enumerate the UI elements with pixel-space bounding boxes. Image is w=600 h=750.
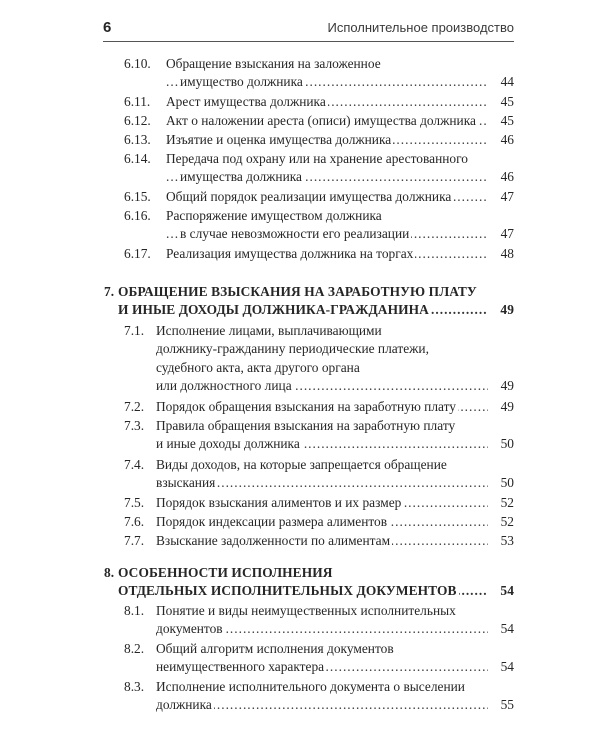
running-title: Исполнительное производство [327,20,514,35]
page-ref: 49 [498,301,514,319]
chapter-title: ОБРАЩЕНИЕ ВЗЫСКАНИЯ НА ЗАРАБОТНУЮ ПЛАТУ [118,284,477,299]
entry-number: 7.2. [124,399,145,414]
page-ref: 54 [498,582,514,600]
entry-number: 7.1. [124,323,145,338]
entry-number: 6.13. [124,132,151,147]
entry-title: Общий порядок реализации имущества должника [166,189,452,204]
entry-title: или должностного лица [156,377,292,393]
page-ref: 46 [499,131,514,149]
entry-title: должнику-гражданину периодические платежи, [156,341,429,357]
entry-title: Правила обращения взыскания на заработную плату [156,418,456,433]
page-ref: 48 [499,245,514,263]
page-ref: 50 [499,474,514,492]
entry-number: 7.4. [124,457,145,472]
entry-title: имущество должника [180,74,303,90]
entry-number: 7.7. [124,533,145,548]
entry-title: и иные доходы должника [156,436,300,452]
page-number: 6 [103,19,112,36]
entry-number: 8.3. [124,679,145,694]
entry-number: 6.16. [124,208,151,223]
chapter-number: 7. [104,284,115,299]
entry-title: Арест имущества должника [166,94,326,109]
chapter-number: 8. [104,565,115,580]
entry-title: Исполнение лицами, выплачивающими [156,323,382,338]
page-ref: 49 [499,398,514,416]
entry-number: 8.2. [124,641,145,656]
header-rule [103,41,514,42]
chapter-title: ОСОБЕННОСТИ ИСПОЛНЕНИЯ [118,565,333,580]
entry-title: Понятие и виды неимущественных исполнительных [156,603,456,618]
entry-title: Общий алгоритм исполнения документов [156,641,394,656]
entry-title: Акт о наложении ареста (описи) имущества должника [166,113,476,128]
entry-number: 6.14. [124,151,151,166]
entry-title: Изъятие и оценка имущества должника [166,132,392,147]
entry-number: 6.12. [124,113,151,128]
entry-number: 7.5. [124,495,145,510]
entry-number: 7.6. [124,514,145,529]
page-ref: 46 [499,168,514,186]
entry-title: документов [156,621,223,637]
page-ref: 47 [499,188,514,206]
entry-title: Передача под охрану или на хранение арестованного [166,151,468,166]
entry-number: 6.11. [124,94,151,109]
page-ref: 50 [499,435,514,453]
entry-title: имущества должника [180,169,302,185]
entry-number: 7.3. [124,418,145,433]
chapter-title: И ИНЫЕ ДОХОДЫ ДОЛЖНИКА-ГРАЖДАНИНА [118,302,429,318]
entry-number: 8.1. [124,603,145,618]
entry-number: 6.15. [124,189,151,204]
page-header [103,19,514,43]
page-ref: 53 [499,532,514,550]
page-ref: 47 [499,225,514,243]
chapter-title: ОТДЕЛЬНЫХ ИСПОЛНИТЕЛЬНЫХ ДОКУМЕНТОВ [118,583,457,599]
entry-title: взыскания [156,475,216,491]
page-ref: 52 [499,494,514,512]
entry-title: Обращение взыскания на заложенное [166,56,381,71]
entry-title: Распоряжение имуществом должника [166,208,382,223]
entry-title: Порядок обращения взыскания на заработную плату [156,399,457,414]
entry-number: 6.17. [124,246,151,261]
page-ref: 45 [499,112,514,130]
page-ref: 54 [499,620,514,638]
entry-number: 6.10. [124,56,151,71]
page-ref: 49 [499,377,514,395]
entry-title: должника [156,697,212,713]
entry-title: Виды доходов, на которые запрещается обращение [156,457,447,472]
page-ref: 54 [499,658,514,676]
entry-title: в случае невозможности его реализации [180,226,410,242]
entry-title: Взыскание задолженности по алиментам [156,533,391,548]
entry-title: Исполнение исполнительного документа о выселении [156,679,465,694]
entry-title: Порядок взыскания алиментов и их размер [156,495,402,510]
entry-title: Порядок индексации размера алиментов [156,514,388,529]
page-ref: 55 [499,696,514,714]
entry-title: неимущественного характера [156,659,325,675]
page-ref: 52 [499,513,514,531]
entry-title: судебного акта, акта другого органа [156,359,360,375]
entry-title: Реализация имущества должника на торгах [166,246,414,261]
page-ref: 45 [499,93,514,111]
page-ref: 44 [499,73,514,91]
